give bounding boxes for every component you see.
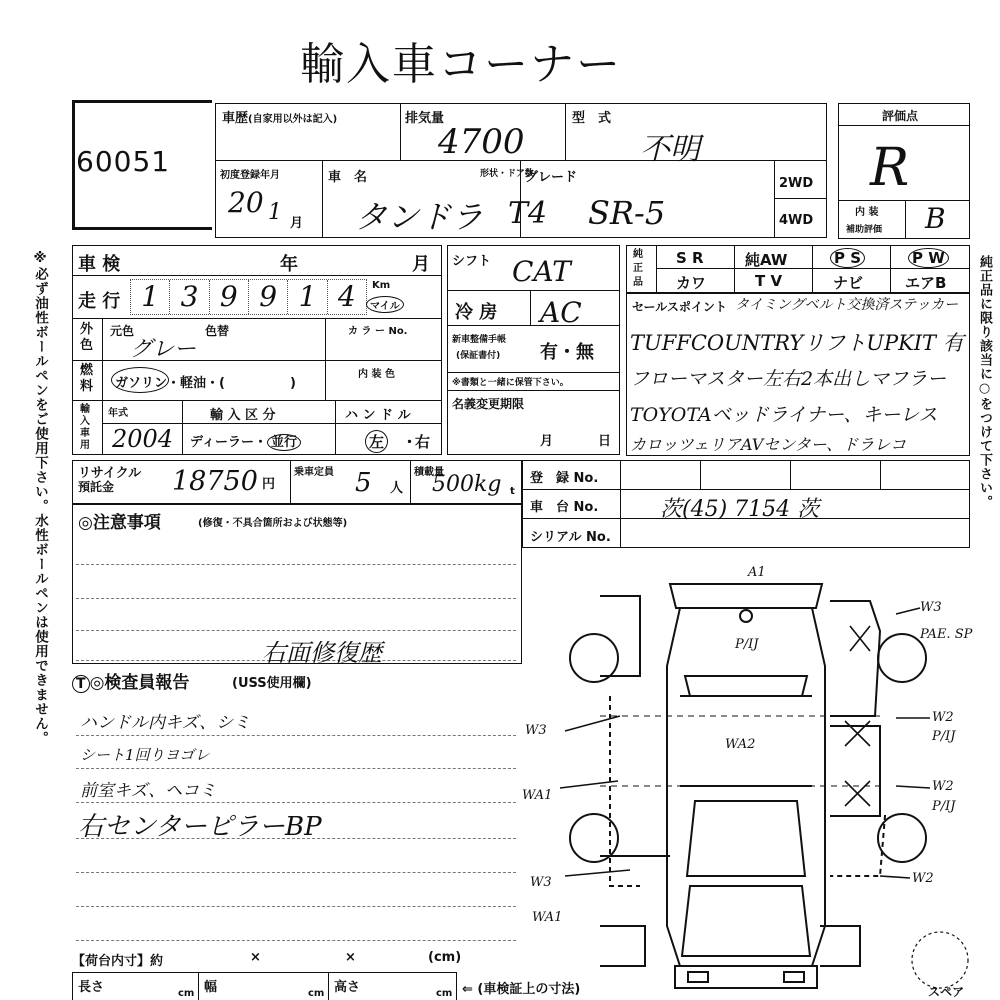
name-change-label: 名義変更期限 bbox=[452, 397, 525, 411]
mark-w3-lower: W3 bbox=[530, 875, 552, 890]
recycle-yen: 円 bbox=[262, 477, 276, 492]
history-label: 車歴(自家用以外は記入) bbox=[222, 111, 338, 126]
side-note-left: ※必ず油性ボールペンをご使用下さい。水性ボールペンは使用できません。 bbox=[32, 250, 48, 746]
original-color-label: 元色 bbox=[110, 324, 135, 338]
import-class-label: 輸 入 区 分 bbox=[210, 408, 276, 423]
selling-point-line: タイミングベルト交換済ステッカー bbox=[735, 297, 959, 313]
interior-color-label: 内 装 色 bbox=[358, 369, 395, 380]
bed-x2: × bbox=[345, 950, 356, 965]
shift-label: シフト bbox=[452, 254, 492, 269]
warranty-options: 有・無 bbox=[540, 342, 594, 363]
inspector-sub: (USS使用欄) bbox=[232, 676, 312, 691]
side-note-right: 純正品に限り該当に○をつけて下さい。 bbox=[977, 255, 992, 509]
mileage-digit: 4 bbox=[337, 280, 356, 313]
shape-doors-value: T4 bbox=[508, 196, 548, 231]
name-change-day: 日 bbox=[598, 434, 612, 449]
handle-left: 左 bbox=[365, 430, 388, 453]
warranty-label-2: (保証書付) bbox=[456, 351, 501, 361]
interior-value: B bbox=[925, 202, 946, 235]
mileage-digits bbox=[130, 279, 367, 315]
selling-point-line: TUFFCOUNTRYリフトUPKIT 有 bbox=[630, 331, 964, 355]
shaken-year-label: 年 bbox=[280, 254, 298, 275]
lot-number: 60051 bbox=[76, 145, 171, 178]
equip-aw: 純AW bbox=[745, 251, 788, 269]
score-value: R bbox=[870, 138, 910, 198]
diagram-upper-right-note: PAE. SP bbox=[920, 627, 973, 642]
shaken-month-label: 月 bbox=[412, 254, 430, 275]
bed-arrow-note: ⇐ (車検証上の寸法) bbox=[462, 982, 581, 997]
fuel-options: ガソリン・軽油・( ) bbox=[115, 376, 296, 391]
mark-wa1-lower: WA1 bbox=[532, 910, 563, 925]
mark-w3-left: W3 bbox=[525, 723, 547, 738]
chassis-no-value: 茨(45) 7154 茨 bbox=[660, 497, 820, 522]
bed-label: 【荷台内寸】約 bbox=[72, 954, 164, 969]
first-reg-year: 20 bbox=[228, 186, 264, 219]
color-no-label: カ ラ ー No. bbox=[348, 326, 408, 337]
mileage-digit: 1 bbox=[131, 280, 170, 314]
recycle-label-1: リサイクル bbox=[78, 466, 142, 481]
drive-2wd: 2WD bbox=[779, 176, 814, 191]
mark-w3-right: W3 bbox=[920, 600, 942, 615]
mileage-unit-km: Km bbox=[372, 280, 391, 291]
notes-sub: (修復・不具合箇所および状態等) bbox=[198, 518, 348, 529]
interior-sub: 補助評価 bbox=[846, 225, 883, 235]
load-unit: t bbox=[510, 486, 515, 497]
mileage-digit: 9 bbox=[210, 280, 249, 314]
mark-pij-right-1: P/IJ bbox=[932, 729, 956, 744]
serial-no-label: シリアル No. bbox=[530, 530, 611, 545]
month-unit: 月 bbox=[290, 216, 304, 231]
mark-a1: A1 bbox=[748, 565, 766, 580]
bed-width-unit: cm bbox=[308, 988, 325, 999]
inspector-line: 右センターピラーBP bbox=[78, 812, 322, 842]
mark-pij-center: P/IJ bbox=[735, 637, 759, 652]
first-reg-label: 初度登録年月 bbox=[220, 170, 280, 181]
equip-tv: T V bbox=[755, 272, 783, 290]
grade-label: グレード bbox=[525, 170, 578, 185]
bed-length-unit: cm bbox=[178, 988, 195, 999]
selling-point-line: カロッツェリアAVセンター、ドラレコ bbox=[630, 435, 907, 454]
car-name-label: 車 名 bbox=[328, 170, 368, 185]
mark-wa1-left: WA1 bbox=[522, 788, 553, 803]
mark-w2-right-3: W2 bbox=[912, 871, 934, 886]
equip-airbag: エアB bbox=[905, 274, 947, 292]
model-year-label: 年式 bbox=[108, 408, 128, 419]
score-label: 評価点 bbox=[882, 109, 919, 123]
load-value: 500kg bbox=[432, 472, 502, 497]
bed-length-label: 長さ bbox=[78, 980, 105, 995]
warranty-label-1: 新車整備手帳 bbox=[452, 335, 507, 345]
equip-sr: S R bbox=[676, 249, 704, 267]
selling-points-label: セールスポイント bbox=[632, 300, 727, 314]
exterior-label: 外色 bbox=[80, 322, 94, 353]
bed-x1: × bbox=[250, 950, 261, 965]
model-type-value: 不明 bbox=[640, 132, 700, 167]
import-class-options: ディーラー・ 並行 bbox=[190, 431, 301, 450]
genuine-label: 純正品 bbox=[633, 249, 643, 288]
handle-right: 右 bbox=[415, 433, 431, 451]
equip-pw: P W bbox=[908, 248, 949, 268]
mark-pij-right-2: P/IJ bbox=[932, 799, 956, 814]
model-year-value: 2004 bbox=[112, 425, 174, 453]
mileage-digit: 1 bbox=[288, 280, 327, 314]
mileage-unit-mile: マイル bbox=[366, 296, 404, 313]
bed-cm: (cm) bbox=[428, 950, 462, 965]
equip-leather: カワ bbox=[676, 274, 707, 292]
inspector-line: ハンドル内キズ、シミ bbox=[80, 713, 251, 733]
page-title: 輸入車コーナー bbox=[300, 39, 622, 90]
bed-width-label: 幅 bbox=[204, 980, 218, 995]
interior-label: 内 装 bbox=[855, 207, 879, 218]
shaken-label: 車 検 bbox=[78, 254, 121, 275]
capacity-label: 乗車定員 bbox=[294, 467, 334, 478]
grade-value: SR-5 bbox=[588, 194, 666, 232]
repaint-label: 色替 bbox=[205, 324, 230, 338]
bed-height-unit: cm bbox=[436, 988, 453, 999]
notes-label: ◎注意事項 bbox=[78, 513, 161, 533]
damage-diagram bbox=[520, 556, 980, 1000]
ac-value: AC bbox=[540, 296, 582, 329]
first-reg-month: 1 bbox=[268, 200, 282, 225]
notes-handwritten: 右面修復歴 bbox=[262, 639, 382, 667]
name-change-month: 月 bbox=[540, 434, 554, 449]
equip-ps: P S bbox=[830, 248, 865, 268]
inspector-line: シート1回りヨゴレ bbox=[80, 746, 210, 764]
mileage-digit: 3 bbox=[170, 280, 209, 314]
handle-dot: ・ bbox=[402, 433, 418, 451]
recycle-label-2: 預託金 bbox=[78, 480, 115, 494]
fuel-label: 燃料 bbox=[80, 363, 94, 394]
mileage-digit: 9 bbox=[249, 280, 288, 314]
capacity-value: 5 bbox=[355, 468, 372, 498]
mark-wa2-center: WA2 bbox=[725, 737, 756, 752]
shape-doors-label: 形状・ドア数 bbox=[480, 169, 534, 179]
selling-point-line: フローマスター左右2本出しマフラー bbox=[630, 368, 947, 390]
shift-value: CAT bbox=[512, 255, 571, 288]
handle-label: ハ ン ド ル bbox=[345, 408, 411, 423]
capacity-unit: 人 bbox=[390, 481, 404, 496]
bed-height-label: 高さ bbox=[334, 980, 361, 995]
load-label: 積載量 bbox=[414, 467, 444, 478]
color-value: グレー bbox=[130, 337, 197, 362]
spare-label: スペア bbox=[928, 985, 965, 999]
chassis-no-label: 車 台 No. bbox=[530, 500, 599, 515]
ac-label: 冷 房 bbox=[455, 302, 498, 323]
displacement-label: 排気量 bbox=[405, 111, 445, 126]
equip-navi: ナビ bbox=[833, 274, 864, 292]
fuel-selected-circle bbox=[111, 367, 169, 393]
mileage-label: 走 行 bbox=[78, 291, 121, 312]
reg-no-label: 登 録 No. bbox=[530, 471, 599, 486]
car-name-value: タンドラ bbox=[355, 198, 484, 236]
bed-row bbox=[72, 972, 457, 1000]
import-label: 輸入車用 bbox=[80, 404, 90, 451]
selling-point-line: TOYOTAベッドライナー、キーレス bbox=[630, 404, 938, 426]
inspector-line: 前室キズ、ヘコミ bbox=[80, 781, 217, 801]
displacement-value: 4700 bbox=[438, 122, 525, 162]
drive-4wd: 4WD bbox=[779, 213, 814, 228]
mark-w2-right-1: W2 bbox=[932, 710, 954, 725]
mark-w2-right-2: W2 bbox=[932, 779, 954, 794]
warranty-note: ※書類と一緒に保管下さい。 bbox=[452, 378, 569, 388]
recycle-value: 18750 bbox=[172, 466, 258, 497]
inspector-label: T ◎検査員報告 bbox=[72, 668, 189, 693]
model-type-label: 型 式 bbox=[572, 111, 612, 126]
